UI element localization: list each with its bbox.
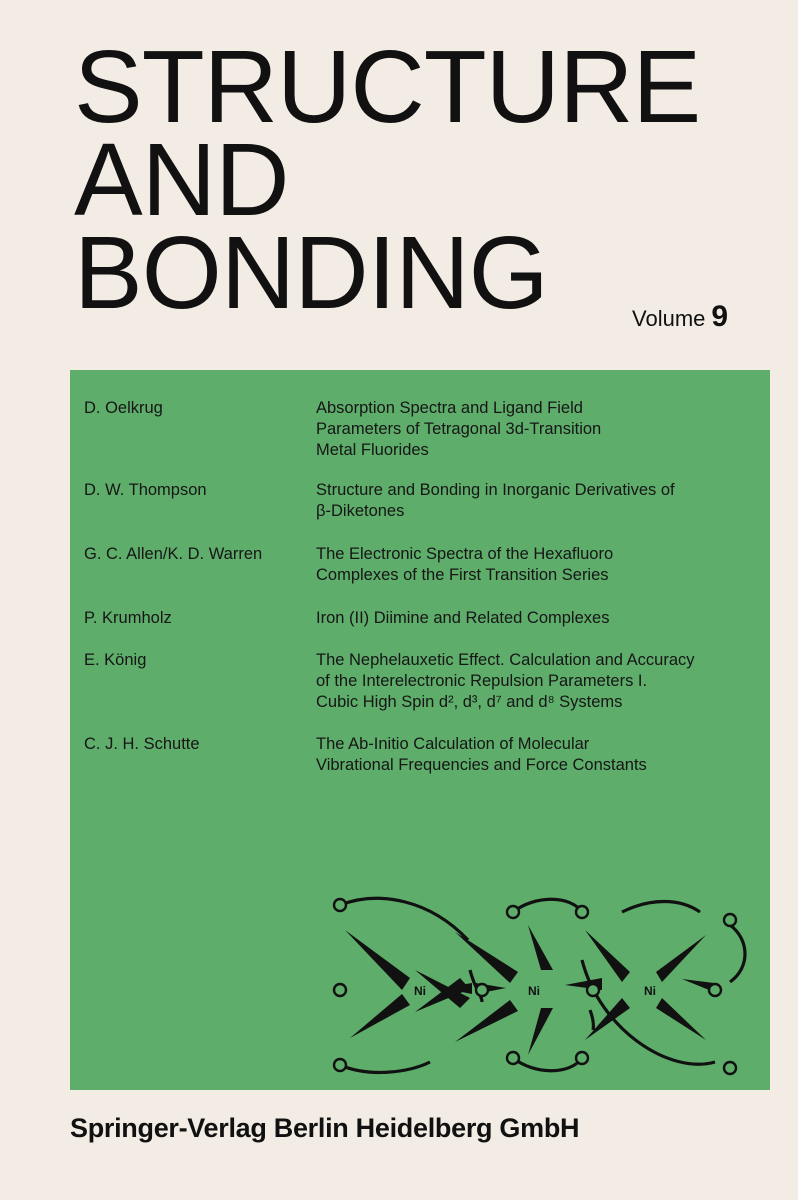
nickel-atom-label: Ni	[414, 984, 426, 998]
entry-title-line: The Ab-Initio Calculation of Molecular	[316, 735, 590, 753]
entry-title-line: The Nephelauxetic Effect. Calculation and Accuracy	[316, 651, 695, 669]
entry-author: P. Krumholz	[84, 609, 172, 627]
entry-title	[316, 480, 766, 522]
volume-text: Volume	[632, 306, 706, 331]
entry-author: E. König	[84, 651, 147, 669]
entry-title-line: Iron (II) Diimine and Related Complexes	[316, 609, 610, 627]
nickel-atom-label: Ni	[644, 984, 656, 998]
entry-title	[316, 734, 766, 776]
title-line-2: AND	[74, 122, 289, 237]
nickel-atom-label: Ni	[528, 984, 540, 998]
entry-title-line: Structure and Bonding in Inorganic Derivatives of	[316, 481, 675, 499]
entry-title	[316, 398, 766, 461]
entry-title-line: of the Interelectronic Repulsion Parameters I.	[316, 672, 648, 690]
entry-title-line: β-Diketones	[316, 502, 405, 520]
entry-title-line: The Electronic Spectra of the Hexafluoro	[316, 545, 614, 563]
entry-title	[316, 608, 766, 629]
trinuclear-nickel-structure-diagram	[310, 890, 750, 1080]
entry-author: C. J. H. Schutte	[84, 735, 200, 753]
title-line-1: STRUCTURE	[74, 29, 701, 144]
entry-title	[316, 544, 766, 586]
entry-title-line: Absorption Spectra and Ligand Field	[316, 399, 583, 417]
entry-title-line: Parameters of Tetragonal 3d-Transition	[316, 420, 602, 438]
volume-label	[632, 300, 728, 334]
entry-title	[316, 650, 766, 713]
entry-author: G. C. Allen/K. D. Warren	[84, 545, 263, 563]
entry-title-line: Metal Fluorides	[316, 441, 429, 459]
publisher-name: Springer-Verlag Berlin Heidelberg GmbH	[70, 1113, 580, 1143]
title-line-3: BONDING	[74, 215, 548, 330]
entry-title-line: Cubic High Spin d², d³, d⁷ and d⁸ Systems	[316, 693, 623, 711]
entry-title-line: Complexes of the First Transition Series	[316, 566, 609, 584]
volume-number: 9	[711, 300, 729, 333]
entry-author: D. Oelkrug	[84, 399, 163, 417]
entry-title-line: Vibrational Frequencies and Force Constants	[316, 756, 647, 774]
contents-panel	[70, 370, 770, 1090]
entry-author: D. W. Thompson	[84, 481, 207, 499]
